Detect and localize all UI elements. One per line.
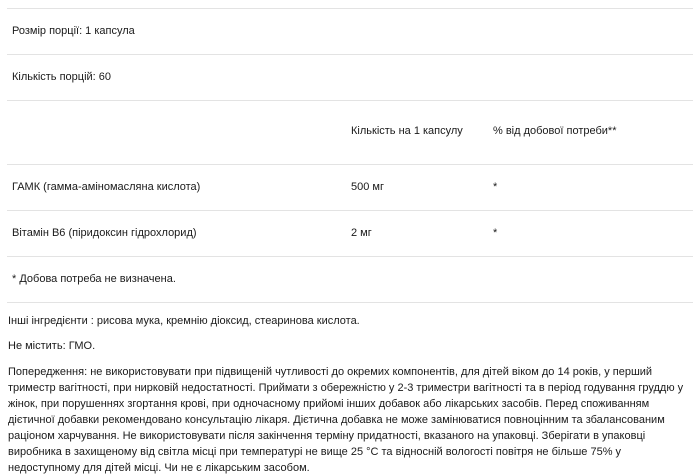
divider [7,8,693,9]
divider [7,302,693,303]
servings-count: Кількість порцій: 60 [12,71,112,83]
divider [7,100,693,101]
divider [7,164,693,165]
ingredient-name: Вітамін В6 (піридоксин гідрохлорид) [12,227,197,239]
ingredient-name: ГАМК (гамма-аміномасляна кислота) [12,181,201,193]
table-footnote: * Добова потреба не визначена. [12,273,176,285]
column-header-amount: Кількість на 1 капсулу [351,125,463,137]
column-header-daily-value: % від добової потреби** [493,125,617,137]
free-of: Не містить: ГМО. [8,340,96,352]
divider [7,210,693,211]
ingredient-amount: 2 мг [351,227,372,239]
divider [7,54,693,55]
ingredient-daily-value: * [493,181,498,193]
ingredient-daily-value: * [493,227,498,239]
ingredient-amount: 500 мг [351,181,384,193]
serving-size: Розмір порції: 1 капсула [12,25,135,37]
warning-text: Попередження: не використовувати при підвищеній чутливості до окремих компонентів, для дітей віком до 14 років, у перший триместр вагітності, при нирковій недостатності. Приймати з обережністю у 2-3 триместри вагітності та в період годування груддю у жінок, при порушеннях згортання крові, при одночасному прийомі інших добавок або лікарських засобів. Перед споживанням дієтичної добавки рекомендовано консультацію лікаря. Дієтична добавка не може замінюватися повноцінним та збалансованим раціоном харчування. Не використовувати після закінчення терміну придатності, вказаного на упаковці. Зберігати в упаковці виробника в захищеному від світла місці при температурі не вище 25 °С та відносній вологості повітря не більше 75% у недоступному для дітей місці. Чи не є лікарським засобом. [8,366,684,474]
other-ingredients: Інші інгредієнти : рисова мука, кремнію діоксид, стеаринова кислота. [8,315,360,327]
divider [7,256,693,257]
